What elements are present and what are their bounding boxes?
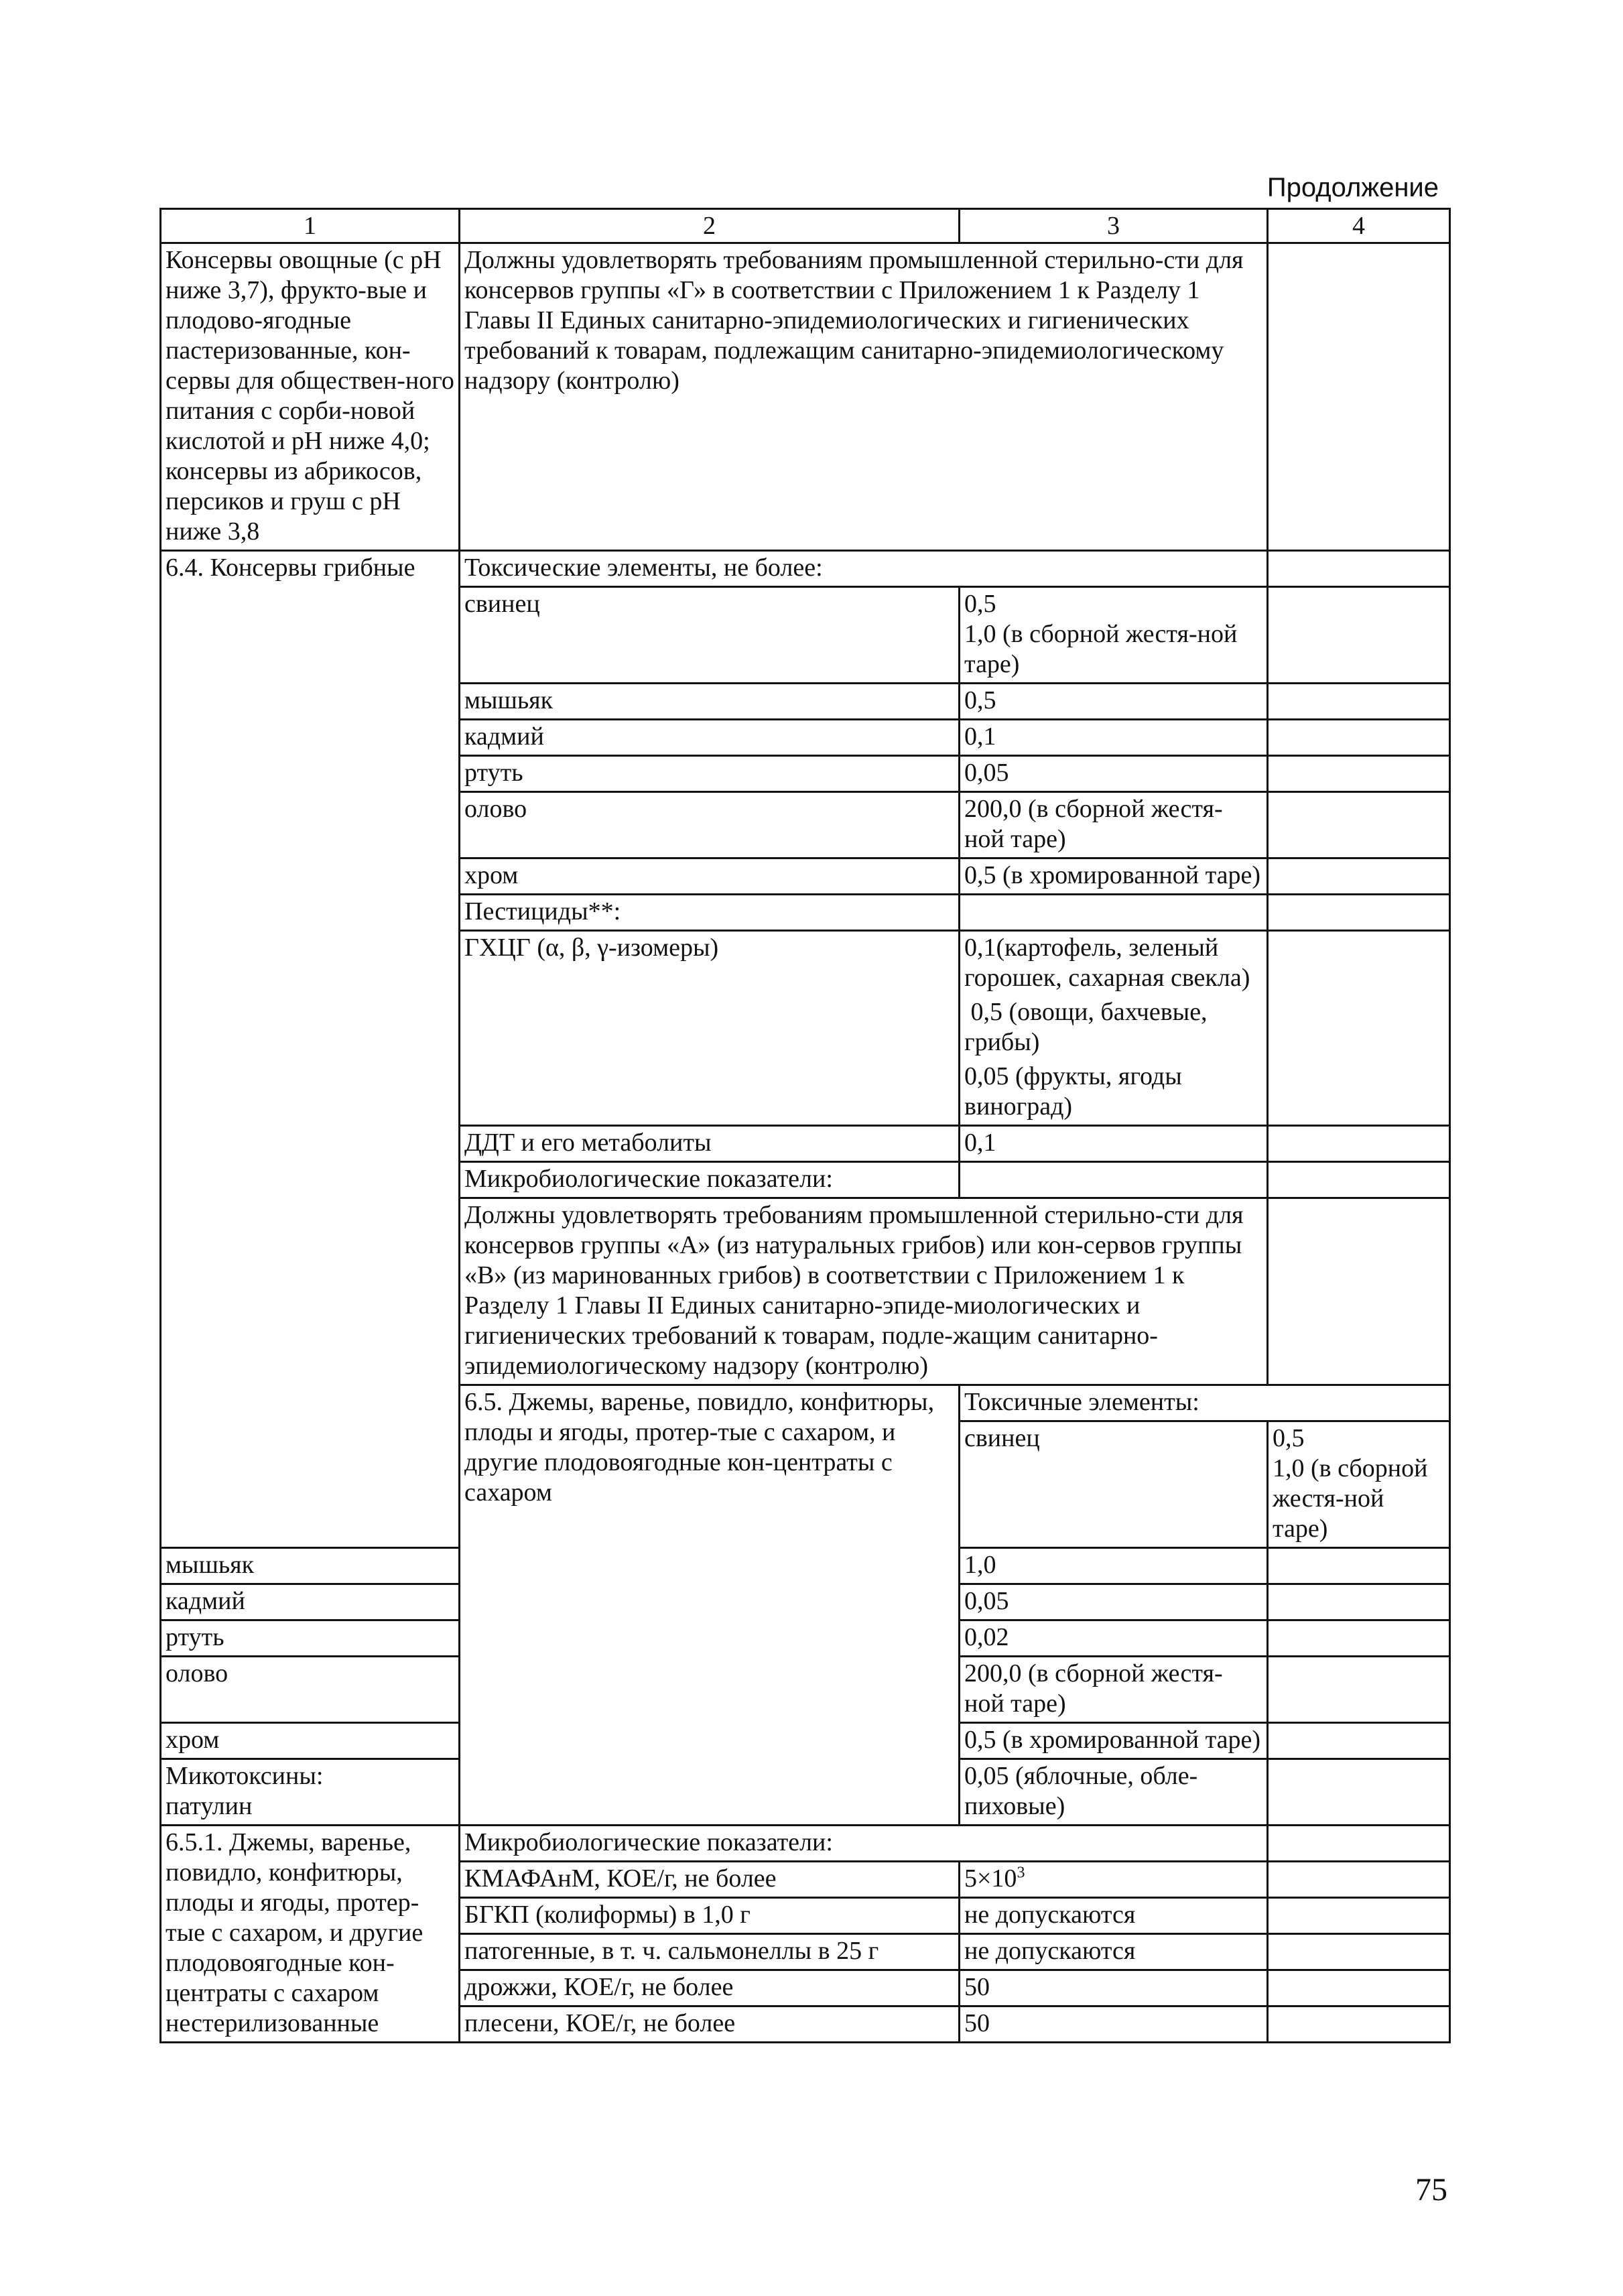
indicator-value: 0,5 [960, 684, 1268, 720]
norms-table [159, 208, 1451, 2043]
indicator-value: 0,1 [960, 720, 1268, 756]
note-cell [1268, 756, 1450, 792]
table-row [161, 1826, 1450, 1862]
col-header-1: 1 [161, 209, 460, 243]
indicator-value: 200,0 (в сборной жестя-ной таре) [960, 1657, 1268, 1723]
value-exponent: 3 [1017, 1864, 1025, 1882]
indicator-name: Микотоксины: патулин [161, 1759, 460, 1826]
note-cell [1268, 243, 1450, 551]
indicator-name: ртуть [460, 756, 960, 792]
requirement-cell: Должны удовлетворять требованиям промышленной стерильно-сти для консервов группы «А» (из натуральных грибов) или кон-сервов группы «В» (из маринованных грибов) в соответствии с Приложением 1 к Разделу 1 Главы II Единых санитарно-эпиде-миологических и гигиенических требований к товарам, подле-жащим санитарно-эпидемиологическому надзору (контролю) [460, 1198, 1268, 1385]
indicator-value: 0,5 (в хромированной таре) [960, 1723, 1268, 1759]
note-cell [1268, 1898, 1450, 1934]
indicator-name: патогенные, в т. ч. сальмонеллы в 25 г [460, 1934, 960, 1970]
indicator-name: ГХЦГ (α, β, γ-изомеры) [460, 931, 960, 1126]
indicator-name: свинец [460, 587, 960, 684]
note-cell [1268, 1162, 1450, 1198]
indicator-value: 0,05 [960, 756, 1268, 792]
indicator-name: кадмий [460, 720, 960, 756]
indicator-value: 200,0 (в сборной жестя-ной таре) [960, 792, 1268, 858]
note-cell [1268, 1548, 1450, 1584]
indicator-name: ДДТ и его метаболиты [460, 1126, 960, 1162]
indicator-name: хром [161, 1723, 460, 1759]
note-cell [1268, 1862, 1450, 1898]
indicator-name: свинец [960, 1421, 1268, 1548]
indicator-value: 50 [960, 2006, 1268, 2043]
table-row [161, 551, 1450, 587]
note-cell [1268, 1584, 1450, 1620]
product-cell: Консервы овощные (с рН ниже 3,7), фрукто-вые и плодово-ягодные пастеризованные, кон-сервы для обществен-ного питания с сорби-новой кислотой и рН ниже 4,0; консервы из абрикосов, персиков и груш с рН ниже 3,8 [161, 243, 460, 551]
note-cell [1268, 720, 1450, 756]
note-cell [1268, 1198, 1450, 1385]
page-number: 75 [1415, 2172, 1447, 2208]
note-cell [1268, 1126, 1450, 1162]
note-cell [1268, 1620, 1450, 1657]
indicator-value: 0,02 [960, 1620, 1268, 1657]
group-title: Токсические элементы, не более: [460, 551, 1268, 587]
table-row [161, 243, 1450, 551]
indicator-name: мышьяк [161, 1548, 460, 1584]
product-cell: 6.4. Консервы грибные [161, 551, 460, 1548]
col-header-4: 4 [1268, 209, 1450, 243]
group-title: Пестициды**: [460, 895, 960, 931]
note-cell [1268, 551, 1450, 587]
product-cell: 6.5.1. Джемы, варенье, повидло, конфитюры, плоды и ягоды, протер-тые с сахаром, и другие плодовоягодные кон-центраты с сахаром нестерилизованные [161, 1826, 460, 2043]
indicator-value: 0,1(картофель, зеленый горошек, сахарная свекла) [960, 931, 1268, 997]
indicator-value: 0,05 (яблочные, обле-пиховые) [960, 1759, 1268, 1826]
note-cell [1268, 1970, 1450, 2006]
indicator-name: олово [460, 792, 960, 858]
group-title: Токсичные элементы: [960, 1385, 1450, 1421]
indicator-value: 0,5 1,0 (в сборной жестя-ной таре) [1268, 1421, 1450, 1548]
col-header-2: 2 [460, 209, 960, 243]
value-base: 5×10 [964, 1864, 1017, 1893]
indicator-value: 0,1 [960, 1126, 1268, 1162]
note-cell [1268, 2006, 1450, 2043]
indicator-value: не допускаются [960, 1934, 1268, 1970]
indicator-name: плесени, КОЕ/г, не более [460, 2006, 960, 2043]
group-title: Микробиологические показатели: [460, 1826, 1268, 1862]
indicator-name: мышьяк [460, 684, 960, 720]
indicator-value: 0,5 (овощи, бахчевые, грибы) [960, 996, 1268, 1060]
note-cell [1268, 1657, 1450, 1723]
indicator-name: ртуть [161, 1620, 460, 1657]
note-cell [1268, 792, 1450, 858]
indicator-value: 1,0 [960, 1548, 1268, 1584]
note-cell [1268, 1934, 1450, 1970]
note-cell [1268, 1723, 1450, 1759]
indicator-name: БГКП (колиформы) в 1,0 г [460, 1898, 960, 1934]
note-cell [1268, 1759, 1450, 1826]
indicator-name: дрожжи, КОЕ/г, не более [460, 1970, 960, 2006]
product-cell: 6.5. Джемы, варенье, повидло, конфитюры, плоды и ягоды, протер-тые с сахаром, и другие плодовоягодные кон-центраты с сахаром [460, 1385, 960, 1826]
col-header-3: 3 [960, 209, 1268, 243]
continuation-label: Продолжение [1267, 173, 1439, 202]
note-cell [1268, 931, 1450, 1126]
indicator-name: хром [460, 858, 960, 895]
indicator-name: КМАФАнМ, КОЕ/г, не более [460, 1862, 960, 1898]
indicator-value: 50 [960, 1970, 1268, 2006]
indicator-value: не допускаются [960, 1898, 1268, 1934]
indicator-name: олово [161, 1657, 460, 1723]
indicator-value [960, 895, 1268, 931]
requirement-cell: Должны удовлетворять требованиям промышленной стерильно-сти для консервов группы «Г» в соответствии с Приложением 1 к Разделу 1 Главы II Единых санитарно-эпидемиологических и гигиенических требований к товарам, подлежащим санитарно-эпидемиологическому надзору (контролю) [460, 243, 1268, 551]
indicator-value [960, 1862, 1268, 1898]
note-cell [1268, 587, 1450, 684]
indicator-value: 0,5 1,0 (в сборной жестя-ной таре) [960, 587, 1268, 684]
indicator-value: 0,5 (в хромированной таре) [960, 858, 1268, 895]
indicator-value: 0,05 (фрукты, ягоды виноград) [960, 1060, 1268, 1126]
indicator-name: кадмий [161, 1584, 460, 1620]
indicator-value [960, 1162, 1268, 1198]
header-row [161, 209, 1450, 243]
note-cell [1268, 858, 1450, 895]
group-title: Микробиологические показатели: [460, 1162, 960, 1198]
note-cell [1268, 895, 1450, 931]
indicator-value: 0,05 [960, 1584, 1268, 1620]
note-cell [1268, 1826, 1450, 1862]
note-cell [1268, 684, 1450, 720]
